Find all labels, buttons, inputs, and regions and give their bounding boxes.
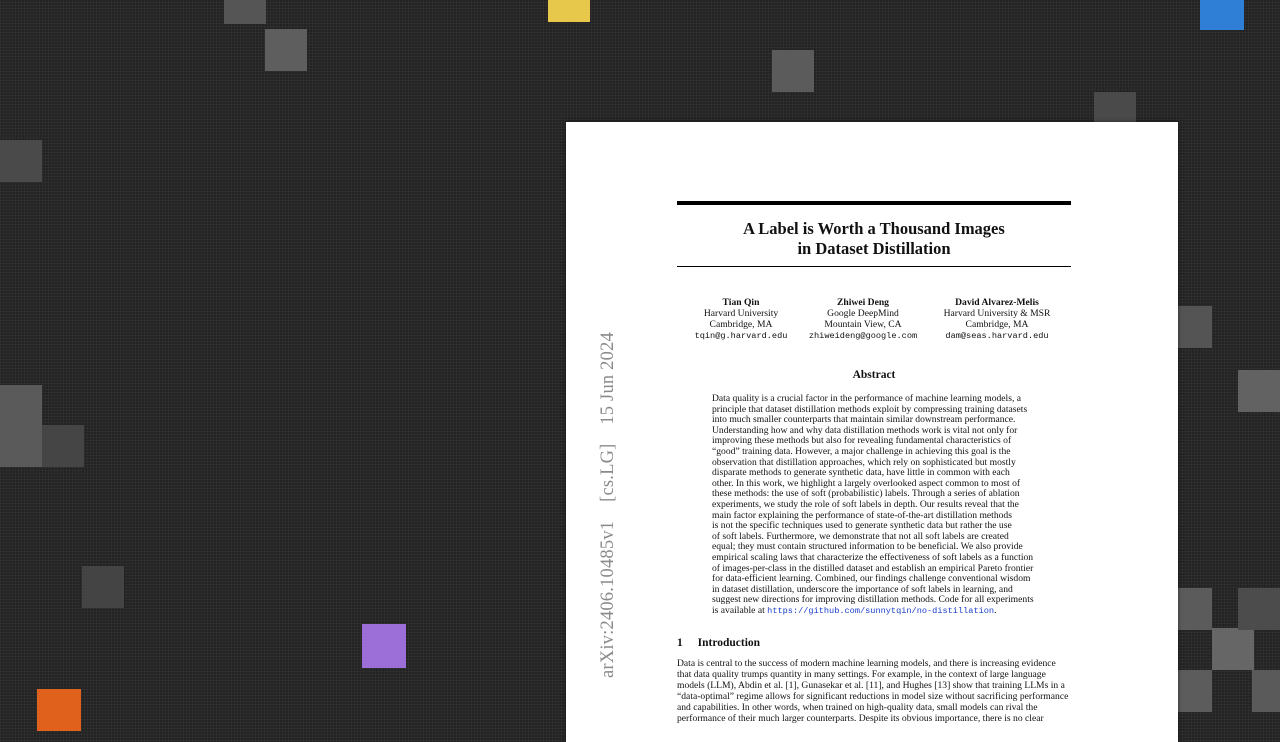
abstract-line: in dataset distillation, underscore the importance of soft labels in learning, and xyxy=(712,583,1013,595)
background-tile xyxy=(265,29,307,71)
background-tile xyxy=(0,140,42,182)
abstract-body xyxy=(712,394,1036,616)
abstract-line: experiments, we study the role of soft labels in depth. Our results reveal that the xyxy=(712,498,1019,510)
intro-line: models (LLM), Abdin et al. [1], Gunasekar et al. [11], and Hughes [13] show that training LLMs in a xyxy=(677,680,1065,691)
title-bottom-rule xyxy=(677,266,1071,267)
background-tile xyxy=(1212,628,1254,670)
abstract-line: “good” training data. However, a major challenge in achieving this goal is the xyxy=(712,445,1011,457)
arxiv-date: 15 Jun 2024 xyxy=(598,332,618,425)
author-name: Zhiwei Deng xyxy=(837,297,889,308)
intro-line: that data quality trumps quantity in many settings. For example, in the context of large language xyxy=(677,669,1046,680)
author-location: Mountain View, CA xyxy=(824,319,902,331)
author-affiliation: Google DeepMind xyxy=(827,308,899,320)
abstract-line: principle that dataset distillation methods exploit by compressing training datasets xyxy=(712,403,1028,415)
section-number: 1 xyxy=(677,637,683,649)
abstract-line: empirical scaling laws that characterize the effectiveness of soft labels as a function xyxy=(712,551,1034,563)
abstract-line: equal; they must contain structured information to be beneficial. We also provide xyxy=(712,541,1023,553)
author-affiliation: Harvard University xyxy=(703,308,779,320)
abstract-line: improving these methods but also for revealing fundamental characteristics of xyxy=(712,435,1012,447)
section-title: Introduction xyxy=(697,637,761,649)
background-tile xyxy=(1238,588,1280,630)
author-email: dam@seas.harvard.edu xyxy=(945,330,1049,341)
background-tile xyxy=(37,689,81,731)
background-tile xyxy=(772,50,814,92)
author-name: David Alvarez-Melis xyxy=(955,297,1039,308)
background-tile xyxy=(42,425,84,467)
background-tile xyxy=(82,566,124,608)
author-affiliation: Harvard University & MSR xyxy=(943,308,1051,320)
abstract-heading: Abstract xyxy=(852,369,896,381)
intro-line: “data-optimal” regime allows for significant reductions in model size without sacrificing performance xyxy=(677,691,1069,702)
background-tile xyxy=(548,0,590,22)
background-tile xyxy=(224,0,266,24)
abstract-line: of images-per-class in the distilled dataset and establish an empirical Pareto frontier xyxy=(712,562,1034,574)
section-heading xyxy=(677,637,760,649)
abstract-text: is available at xyxy=(712,604,768,616)
abstract-line xyxy=(712,606,1036,617)
author-location: Cambridge, MA xyxy=(709,319,773,331)
abstract-line: these methods: the use of soft (probabilistic) labels. Through a series of ablation xyxy=(712,488,1020,500)
paper-title-line: A Label is Worth a Thousand Images xyxy=(743,219,1005,238)
abstract-line: observation that distillation approaches, which rely on sophisticated but mostly xyxy=(712,456,1016,468)
intro-line: Data is central to the success of modern machine learning models, and there is increasing evidence xyxy=(677,658,1056,669)
background-tile xyxy=(1178,670,1212,712)
paper-title-line: in Dataset Distillation xyxy=(797,239,951,258)
background-tile xyxy=(0,425,42,467)
background-tile xyxy=(1178,306,1212,348)
abstract-line: Data quality is a crucial factor in the performance of machine learning models, a xyxy=(712,393,1022,404)
background-tile xyxy=(1252,670,1280,712)
abstract-line: into much smaller counterparts that maintain similar downstream performance. xyxy=(712,414,1016,426)
abstract-line: suggest new directions for improving distillation methods. Code for all experiments xyxy=(712,594,1034,606)
background-tile xyxy=(1178,588,1212,630)
abstract-line: of soft labels. Furthermore, we demonstrate that not all soft labels are created xyxy=(712,530,1009,542)
author-email: zhiweideng@google.com xyxy=(808,330,918,341)
abstract-line: is not the specific techniques used to generate synthetic data but rather the use xyxy=(712,520,1012,532)
code-link[interactable]: https://github.com/sunnytqin/no-distillation xyxy=(767,605,995,616)
introduction-body xyxy=(677,658,1071,724)
author-location: Cambridge, MA xyxy=(965,319,1029,331)
background-tile xyxy=(1200,0,1244,30)
background-tile xyxy=(1238,370,1280,412)
intro-line: and capabilities. In other words, when trained on high-quality data, small models can rival the xyxy=(677,702,1038,713)
arxiv-stamp xyxy=(598,318,619,678)
background-tile xyxy=(0,385,42,427)
title-top-rule xyxy=(677,201,1071,205)
arxiv-category: [cs.LG] xyxy=(598,443,618,502)
abstract-text: . xyxy=(994,604,997,616)
abstract-line: Understanding how and why data distillation methods work is vital not only for xyxy=(712,424,1018,436)
arxiv-id: arXiv:2406.10485v1 xyxy=(598,520,618,678)
abstract-line: main factor explaining the performance of state-of-the-art distillation methods xyxy=(712,509,1012,521)
intro-line: performance of their much larger counterparts. Despite its obvious importance, there is no clear xyxy=(677,713,1044,724)
abstract-line: other. In this work, we highlight a largely overlooked aspect common to most of xyxy=(712,477,1021,489)
paper-page xyxy=(566,122,1178,742)
abstract-line: for data-efficient learning. Combined, our findings challenge conventional wisdom xyxy=(712,573,1031,585)
author-name: Tian Qin xyxy=(722,297,760,308)
author xyxy=(877,297,1117,342)
paper-title xyxy=(677,219,1071,259)
background-tile xyxy=(362,624,406,668)
author-email: tqin@g.harvard.edu xyxy=(694,330,788,341)
abstract-line: disparate methods to generate synthetic data, have little in common with each xyxy=(712,467,1010,479)
